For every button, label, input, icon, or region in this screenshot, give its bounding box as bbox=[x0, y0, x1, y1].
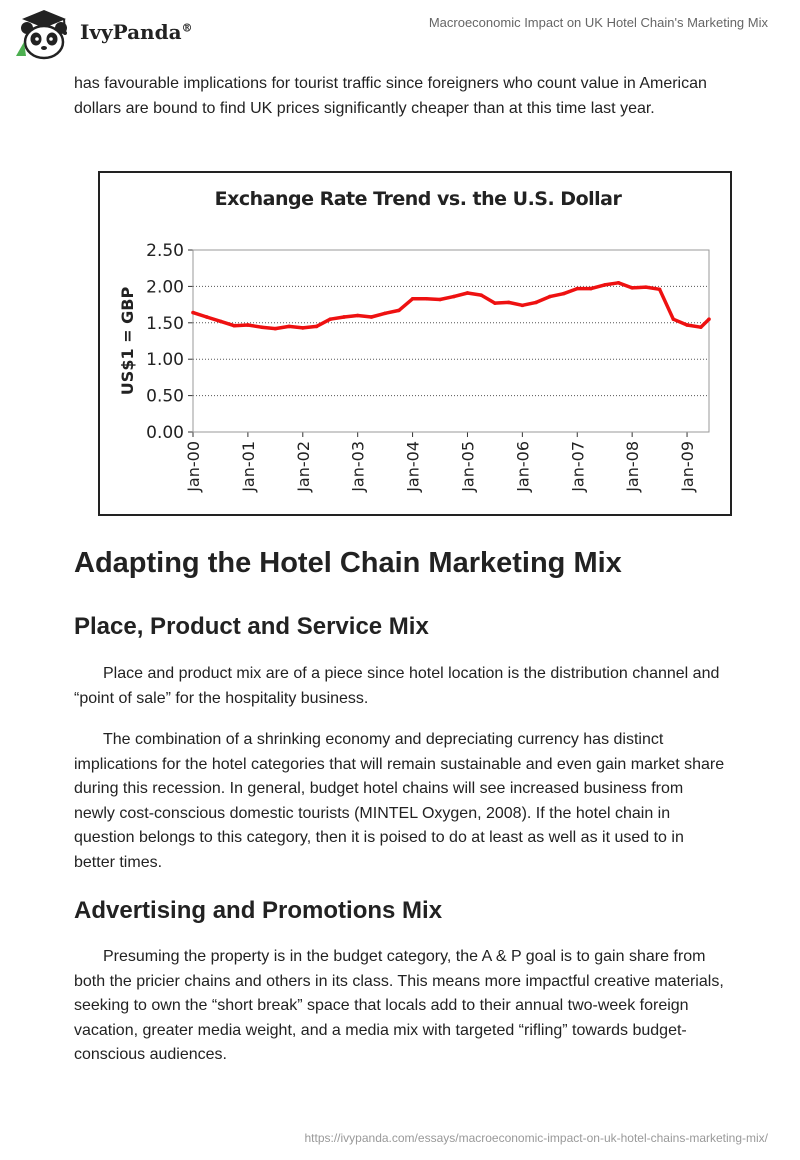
data-point bbox=[672, 317, 676, 321]
data-point bbox=[575, 287, 579, 291]
data-point bbox=[493, 301, 497, 305]
intro-paragraph: has favourable implications for tourist traffic since foreigners who count value in American dollars are bound to find UK prices significantly cheaper than at this time last year. bbox=[74, 75, 707, 117]
data-point bbox=[644, 285, 648, 289]
data-point bbox=[589, 287, 593, 291]
data-point bbox=[466, 291, 470, 295]
place-paragraph-2: The combination of a shrinking economy and depreciating currency has distinct implications for the hotel categories that will remain sustainable and even gain market share during this recession. In general, budget hotel chains will see increased business from newly cost-conscious domestic tourists (MINTEL Oxygen, 2008). If the hotel chain in question belongs to this category, then it is poised to do at least as well as it used to in better times. bbox=[74, 731, 725, 871]
exchange-rate-chart bbox=[98, 171, 732, 516]
data-point bbox=[191, 311, 195, 315]
data-point bbox=[548, 295, 552, 299]
chart-gridlines bbox=[193, 286, 709, 395]
data-point bbox=[452, 295, 456, 299]
subheading-advertising: Advertising and Promotions Mix bbox=[74, 897, 443, 924]
place-paragraph-1: Place and product mix are of a piece since hotel location is the distribution channel and “point of sale” for the hospitality business. bbox=[74, 665, 720, 707]
series-line bbox=[193, 283, 709, 329]
y-tick-label: 0.50 bbox=[146, 386, 184, 407]
data-point bbox=[260, 325, 264, 329]
data-point bbox=[287, 325, 291, 329]
data-point bbox=[397, 309, 401, 313]
y-tick-label: 0.00 bbox=[146, 423, 184, 443]
y-tick-label: 2.00 bbox=[146, 277, 184, 298]
data-point bbox=[479, 293, 483, 297]
advertising-paragraph-1: Presuming the property is in the budget category, the A & P goal is to gain share from both the pricier chains and others in its class. This means more impactful creative materials, seeking to own the “short break” space that locals add to their annual two-week foreign vacation, greater media weight, and a media mix with targeted “rifling” towards budget-conscious audiences. bbox=[74, 948, 724, 1063]
x-tick-label: Jan-01 bbox=[238, 441, 258, 492]
y-tick-label: 1.00 bbox=[146, 350, 184, 371]
y-axis-ticks bbox=[146, 241, 193, 443]
data-point bbox=[328, 317, 332, 321]
panda-logo-icon[interactable] bbox=[14, 6, 74, 64]
data-point bbox=[315, 325, 319, 329]
y-tick-label: 1.50 bbox=[146, 313, 184, 334]
x-tick-label: Jan-07 bbox=[568, 441, 588, 492]
data-point bbox=[630, 286, 634, 290]
data-point bbox=[383, 312, 387, 316]
data-point bbox=[562, 292, 566, 296]
x-tick-label: Jan-00 bbox=[184, 441, 203, 492]
data-point bbox=[370, 315, 374, 319]
data-point bbox=[274, 327, 278, 331]
x-tick-label: Jan-08 bbox=[623, 441, 643, 492]
document-title: Macroeconomic Impact on UK Hotel Chain's Marketing Mix bbox=[428, 15, 768, 30]
data-point bbox=[246, 323, 250, 327]
data-point bbox=[521, 304, 525, 308]
x-tick-label: Jan-06 bbox=[513, 441, 533, 492]
brand-name[interactable]: IvyPanda® bbox=[80, 20, 193, 44]
data-point bbox=[617, 281, 621, 285]
chart-svg bbox=[100, 173, 730, 514]
data-point bbox=[356, 314, 360, 318]
data-point bbox=[411, 297, 415, 301]
data-point bbox=[342, 315, 346, 319]
x-tick-label: Jan-05 bbox=[458, 441, 478, 492]
x-tick-label: Jan-04 bbox=[403, 441, 423, 492]
source-url[interactable]: https://ivypanda.com/essays/macroeconomic-impact-on-uk-hotel-chains-marketing-mix/ bbox=[304, 1131, 768, 1145]
data-point bbox=[424, 297, 428, 301]
section-heading-marketing-mix: Adapting the Hotel Chain Marketing Mix bbox=[74, 547, 622, 579]
data-point bbox=[707, 317, 711, 321]
subheading-place-product: Place, Product and Service Mix bbox=[74, 613, 429, 640]
x-axis-ticks bbox=[184, 432, 697, 493]
data-point bbox=[205, 315, 209, 319]
data-point bbox=[658, 288, 662, 292]
x-tick-label: Jan-02 bbox=[293, 441, 313, 492]
plot-area bbox=[193, 250, 709, 432]
x-tick-label: Jan-09 bbox=[678, 441, 698, 492]
data-point bbox=[603, 283, 607, 287]
page-header bbox=[0, 0, 800, 66]
data-point bbox=[219, 320, 223, 324]
data-point bbox=[507, 301, 511, 305]
y-axis-label: US$1 = GBP bbox=[118, 286, 137, 396]
data-point bbox=[534, 301, 538, 305]
data-point bbox=[685, 323, 689, 327]
x-tick-label: Jan-03 bbox=[348, 441, 368, 492]
data-point bbox=[301, 326, 305, 330]
data-point bbox=[232, 324, 236, 328]
data-point bbox=[699, 325, 703, 329]
chart-title: Exchange Rate Trend vs. the U.S. Dollar bbox=[214, 188, 622, 210]
y-tick-label: 2.50 bbox=[146, 241, 184, 261]
data-point bbox=[438, 298, 442, 302]
